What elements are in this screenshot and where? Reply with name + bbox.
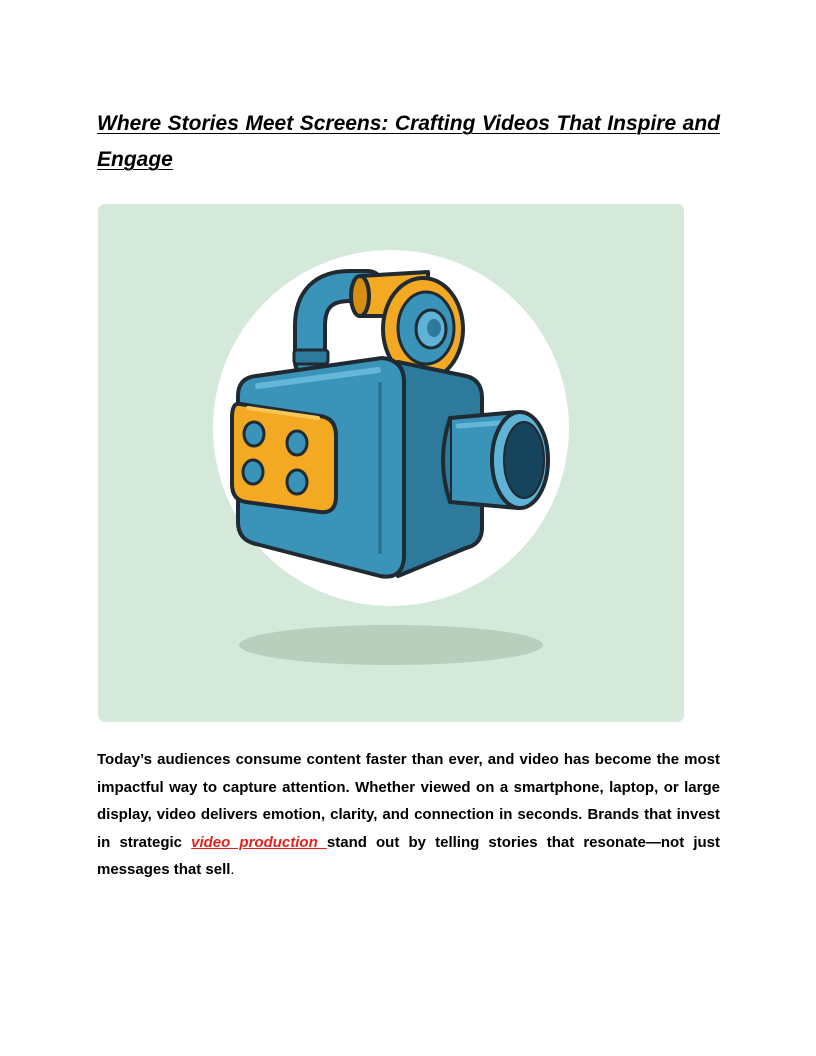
- camera-shadow: [239, 625, 543, 665]
- page-title: Where Stories Meet Screens: Crafting Videos That Inspire and Engage: [97, 112, 720, 171]
- paragraph-text-end: stand out by telling stories that resonate—not just messages that sell: [97, 833, 720, 878]
- hero-illustration: [98, 204, 684, 722]
- video-production-link[interactable]: video production: [191, 833, 327, 851]
- paragraph-period: .: [230, 861, 235, 878]
- body-paragraph: [97, 746, 720, 884]
- paragraph-text-start: Today’s audiences consume content faster than ever, and video has become the most impactful way to capture attention. Whether viewed on a smartphone, laptop, or large display, video delivers emotion, clarity, and connection in seconds. Brands that invest in strategic: [97, 751, 720, 851]
- video-camera-icon: [98, 204, 684, 722]
